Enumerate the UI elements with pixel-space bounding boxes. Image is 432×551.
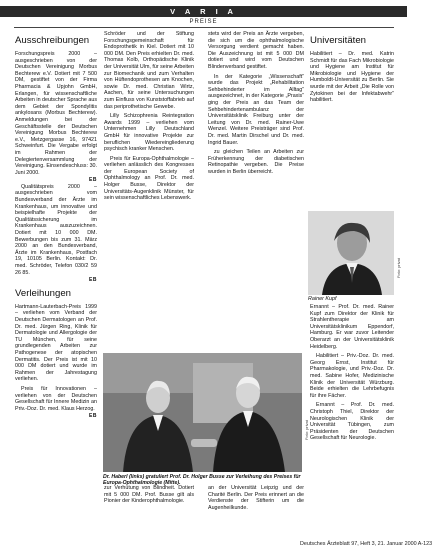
heading-ausschreibungen: Ausschreibungen xyxy=(15,35,90,46)
paragraph: Habilitiert – Priv.-Doz. Dr. med. Georg Ernst, Institut für Pharmakologie, und Priv.-Doz. Dr. med. Sabine Hofer, Medizinische Klinik der Universität Würzburg. Beide erhielten die Lehrbefugnis für ihre Fächer. xyxy=(310,353,394,399)
subsection-label: PREISE xyxy=(189,19,218,25)
author-initials: EB xyxy=(89,413,97,420)
paragraph: Schröder und der Stiftung Forschungsgemeinschaft für Endoprothetik in Kiel. Dotiert mit 10 000 DM. Den Preis erhielten Dr. med. Thomas Kolb, Orthopädische Klinik der Universität Ulm, für seine Arbeiten zur Biomechanik und zum Verhalten von Hüftendoprothesen am Knochen, sowie Dr. med. Christian Wirtz, Aachen, für seine Untersuchungen zum Einfluss von Kunststoffabrieb auf das periprothetische Gewebe. xyxy=(104,31,194,110)
paragraph: zu gleichen Teilen an Arbeiten zur Früherkennung der diabetischen Retinopathie vergeben. Die Preise wurden in Berlin überreicht. xyxy=(208,149,304,175)
paragraph: stets wird der Preis an Ärzte vergeben, die sich um die ophthalmologische Versorgung verdient gemacht haben. Die Auszeichnung ist mit 5 000 DM dotiert und wird vom Deutschen Blindenverband gestiftet. xyxy=(208,31,304,70)
paragraph: Hartmann-Lauterbach-Preis 1999 – verliehen vom Verband der Deutschen Dermatologen an Prof. Dr. med. Jürgen Ring, Klinik für Dermatologie und Allergologie der TU München, für seine grundlegenden Arbeiten zur Pathogenese der atopischen Dermatitis. Der Preis ist mit 10 000 DM dotiert und wurde im Rahmen der Jahrestagung verliehen. xyxy=(15,303,97,383)
group-illustration xyxy=(103,353,302,472)
author-initials: EB xyxy=(89,277,97,284)
paragraph: Forschungspreis 2000 – ausgeschrieben von der Deutschen Vereinigung Morbus Bechterew e.V. Dotiert mit 7 500 DM, gestiftet von der Firma Pharmacia & Upjohn GmbH, Erlangen, für wissenschaftliche Arbeiten in deutscher Sprache aus dem Gebiet der Spondylitis ankylosans (Morbus Bechterew). Anmeldungen bei der Geschäftsstelle der Deutschen Vereinigung Morbus Bechterew e.V., Metzgergasse 16, 97421 Schweinfurt. Die Vergabe erfolgt im Rahmen der Delegiertenversammlung der Vereinigung. Einsendeschluss: 30. Juni 2000. xyxy=(15,51,97,176)
paragraph: Ernannt – Prof. Dr. med. Rainer Kupf zum Direktor der Klinik für Strahlentherapie am Universitätsklinikum Eppendorf, Hamburg. Er war zuvor Leitender Oberarzt an der Universitätsklinik Heidelberg. xyxy=(310,304,394,350)
photo-credit: Foto: privat xyxy=(304,420,309,441)
paragraph: Qualitätspreis 2000 – ausgeschrieben vom Bundesverband der Ärzte im Krankenhaus, um innovative und beispielhafte Projekte der Qualitätssicherung im Krankenhaus auszuzeichnen. Dotiert mit 10 000 DM. Bewerbungen bis zum 31. März 2000 an den Bundesverband, Ärzte im Krankenhaus, Postfach 19, 10105 Berlin. Kontakt: Dr. med. Schröder, Telefon 030/2 59 26 85. xyxy=(15,183,97,276)
paragraph: Ernannt – Prof. Dr. med. Christoph Thiel, Direktor der Neurologischen Klinik der Universität Tübingen, zum Präsidenten der Deutschen Gesellschaft für Neurologie. xyxy=(310,402,394,442)
column-middle-right xyxy=(208,31,304,178)
page-footer: Deutsches Ärzteblatt 97, Heft 3, 21. Januar 2000 A-123 xyxy=(300,541,432,547)
section-header: V A R I A xyxy=(0,6,407,17)
author-initials: EB xyxy=(89,177,97,184)
heading-universitaeten: Universitäten xyxy=(310,35,366,46)
column-right xyxy=(310,31,394,107)
photo-credit: Foto: privat xyxy=(396,258,401,279)
column-middle-bottom xyxy=(104,485,194,505)
paragraph: Lilly Schizophrenia Reintegration Awards 1999 – verliehen vom Unternehmen Lilly Deutschland GmbH für innovative Projekte zur beruflichen Wiedereingliederung psychisch kranker Menschen. xyxy=(104,113,194,153)
paragraph: Preis für Europa-Ophthalmologie – verliehen anlässlich des Kongresses der European Society of Ophthalmology an Prof. Dr. med. Holger Busse, Direktor der Universitäts-Augenklinik Münster, für sein wissenschaftliches Lebenswerk. xyxy=(104,155,194,202)
paragraph: Preis für Innovationen – verliehen von der Deutschen Gesellschaft für Innere Medizin an Priv.-Doz. Dr. med. Klaus Herzog. xyxy=(15,385,97,412)
portrait-caption: Rainer Kupf xyxy=(308,296,337,302)
paragraph: In der Kategorie „Wissenschaft“ wurde das Projekt „Rehabilitation Sehbehinderter im Alltag“ ausgezeichnet, in der Kategorie „Praxis“ ging der Preis an das Team der Sehbehindertenambulanz der Universitätsklinik Freiburg unter der Leitung von Dr. med. Rainer-Uwe Wenzel. Weitere Preisträger sind Prof. Dr. med. Martin Dirschel und Dr. med. Ingrid Bauer. xyxy=(208,73,304,146)
paragraph: zur Verhütung von Blindheit. Dotiert mit 5 000 DM. Prof. Busse gilt als Pionier der Kinderophthalmologie. xyxy=(104,485,194,505)
heading-verleihungen: Verleihungen xyxy=(15,287,72,299)
paragraph: an der Universität Leipzig und der Charité Berlin. Der Preis erinnert an die Verdienste der Stifterin um die Augenheilkunde. xyxy=(208,485,304,511)
paragraph: Habilitiert – Dr. med. Katrin Schmidt für das Fach Mikrobiologie und Hygiene am Institut für Mikrobiologie und Hygiene der Humboldt-Universität zu Berlin. Sie wurde mit der Arbeit „Die Rolle von Zytokinen bei der Infektabwehr“ habilitiert. xyxy=(310,51,394,104)
column-right-continued xyxy=(310,304,394,445)
header-divider xyxy=(14,27,394,28)
column-middle-right-bottom xyxy=(208,485,304,511)
portrait-illustration xyxy=(308,211,394,295)
column-left xyxy=(15,31,97,420)
column-middle xyxy=(104,31,194,205)
group-photo xyxy=(103,353,302,472)
portrait-photo xyxy=(308,211,394,295)
group-photo-caption: Dr. Haberl (links) gratuliert Prof. Dr. Holger Busse zur Verleihung des Preises für Europa-Ophthalmologie (Mitte). xyxy=(103,474,301,487)
